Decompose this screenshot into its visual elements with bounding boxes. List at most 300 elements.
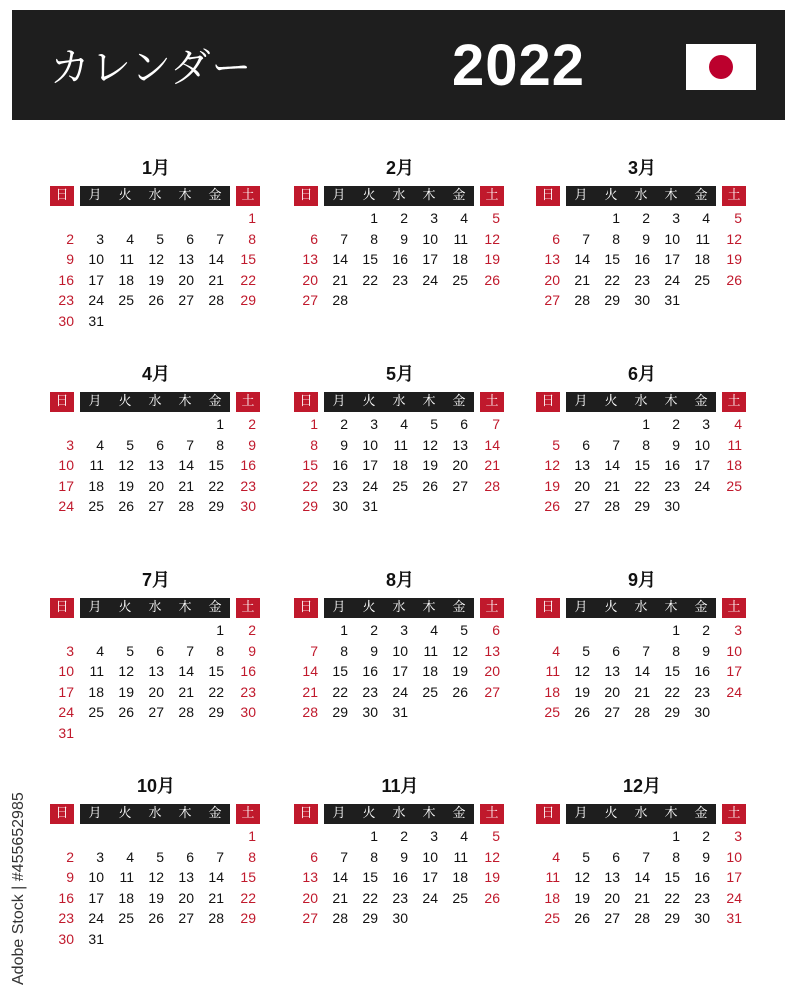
day-cell: 12 bbox=[148, 251, 164, 268]
weekday-label: 水 bbox=[626, 186, 656, 206]
day-cell: 14 bbox=[634, 663, 650, 680]
weekday-label: 月 bbox=[566, 804, 596, 824]
day-cell: 26 bbox=[484, 271, 500, 288]
day-cell: 4 bbox=[702, 210, 710, 226]
day-cell: 21 bbox=[208, 889, 224, 906]
weekday-label: 月 bbox=[80, 392, 110, 412]
day-cell: 12 bbox=[484, 230, 500, 247]
day-cell: 5 bbox=[552, 436, 560, 453]
day-cell: 18 bbox=[88, 477, 104, 494]
day-grid bbox=[294, 620, 506, 723]
day-cell: 21 bbox=[634, 889, 650, 906]
day-cell: 29 bbox=[634, 498, 650, 515]
month-block bbox=[536, 360, 748, 517]
day-cell: 27 bbox=[302, 910, 318, 927]
day-cell: 17 bbox=[88, 271, 104, 288]
day-cell: 1 bbox=[672, 622, 680, 638]
month-block bbox=[294, 360, 506, 517]
day-cell: 2 bbox=[702, 622, 710, 638]
day-cell: 7 bbox=[612, 436, 620, 453]
empty-cell bbox=[164, 620, 194, 641]
day-cell: 27 bbox=[148, 498, 164, 515]
day-cell: 11 bbox=[545, 869, 560, 886]
weekday-label: 木 bbox=[656, 598, 686, 618]
day-cell: 2 bbox=[248, 416, 256, 432]
day-cell: 10 bbox=[88, 251, 104, 268]
month-title: 10月 bbox=[136, 776, 176, 796]
day-cell: 12 bbox=[148, 869, 164, 886]
day-cell: 7 bbox=[310, 642, 318, 659]
weekday-label: 金 bbox=[444, 392, 474, 412]
weekday-label: 土 bbox=[722, 186, 746, 206]
empty-cell bbox=[74, 208, 104, 229]
day-cell: 14 bbox=[208, 869, 224, 886]
day-cell: 31 bbox=[664, 292, 680, 309]
day-grid bbox=[536, 414, 748, 517]
day-cell: 12 bbox=[726, 230, 742, 247]
day-cell: 8 bbox=[370, 230, 378, 247]
day-cell: 19 bbox=[118, 477, 134, 494]
weekday-label: 日 bbox=[50, 804, 74, 824]
day-cell: 2 bbox=[370, 622, 378, 638]
day-cell: 1 bbox=[340, 622, 348, 638]
day-cell: 17 bbox=[58, 477, 74, 494]
day-cell: 1 bbox=[370, 828, 378, 844]
day-cell: 4 bbox=[734, 416, 742, 432]
day-cell: 20 bbox=[544, 271, 560, 288]
day-cell: 14 bbox=[302, 663, 318, 680]
day-cell: 24 bbox=[664, 271, 680, 288]
day-cell: 20 bbox=[452, 457, 468, 474]
day-cell: 31 bbox=[362, 498, 378, 515]
day-cell: 28 bbox=[208, 910, 224, 927]
day-cell: 27 bbox=[574, 498, 590, 515]
day-cell: 2 bbox=[400, 210, 408, 226]
day-cell: 6 bbox=[310, 848, 318, 865]
day-cell: 30 bbox=[240, 498, 256, 515]
day-cell: 5 bbox=[126, 642, 134, 659]
day-cell: 26 bbox=[544, 498, 560, 515]
month-title: 9月 bbox=[627, 570, 656, 590]
day-cell: 7 bbox=[642, 848, 650, 865]
day-cell: 14 bbox=[604, 457, 620, 474]
day-grid bbox=[294, 208, 506, 311]
day-cell: 6 bbox=[492, 622, 500, 638]
day-cell: 14 bbox=[574, 251, 590, 268]
day-cell: 6 bbox=[612, 642, 620, 659]
day-cell: 15 bbox=[634, 457, 650, 474]
weekday-label: 月 bbox=[324, 598, 354, 618]
day-cell: 13 bbox=[148, 663, 164, 680]
day-cell: 14 bbox=[484, 436, 500, 453]
day-cell: 8 bbox=[340, 642, 348, 659]
empty-cell bbox=[104, 208, 134, 229]
empty-cell bbox=[164, 208, 194, 229]
day-cell: 3 bbox=[370, 416, 378, 432]
day-cell: 26 bbox=[118, 704, 134, 721]
day-cell: 29 bbox=[604, 292, 620, 309]
day-cell: 3 bbox=[734, 622, 742, 638]
day-cell: 7 bbox=[186, 642, 194, 659]
weekday-label: 日 bbox=[50, 392, 74, 412]
day-cell: 11 bbox=[695, 230, 710, 247]
day-cell: 14 bbox=[178, 663, 194, 680]
day-cell: 14 bbox=[634, 869, 650, 886]
day-cell: 10 bbox=[694, 436, 710, 453]
day-cell: 22 bbox=[362, 271, 378, 288]
empty-cell bbox=[294, 620, 318, 641]
day-cell: 20 bbox=[178, 271, 194, 288]
day-cell: 8 bbox=[612, 230, 620, 247]
weekday-label: 月 bbox=[80, 804, 110, 824]
weekday-label: 土 bbox=[236, 186, 260, 206]
day-cell: 25 bbox=[422, 683, 438, 700]
day-cell: 14 bbox=[178, 457, 194, 474]
day-cell: 24 bbox=[392, 683, 408, 700]
day-cell: 25 bbox=[118, 292, 134, 309]
day-cell: 30 bbox=[58, 312, 74, 329]
day-cell: 25 bbox=[88, 704, 104, 721]
weekday-label: 金 bbox=[200, 186, 230, 206]
empty-cell bbox=[318, 208, 348, 229]
weekday-label: 金 bbox=[686, 598, 716, 618]
day-cell: 13 bbox=[604, 663, 620, 680]
weekday-label: 土 bbox=[236, 392, 260, 412]
weekday-label: 土 bbox=[480, 598, 504, 618]
day-cell: 4 bbox=[126, 230, 134, 247]
weekday-label: 火 bbox=[596, 598, 626, 618]
day-cell: 27 bbox=[544, 292, 560, 309]
day-cell: 3 bbox=[66, 436, 74, 453]
day-cell: 22 bbox=[332, 683, 348, 700]
weekday-label: 木 bbox=[656, 392, 686, 412]
day-cell: 27 bbox=[604, 704, 620, 721]
day-cell: 24 bbox=[726, 683, 742, 700]
day-cell: 31 bbox=[88, 930, 104, 947]
day-cell: 18 bbox=[118, 889, 134, 906]
day-cell: 3 bbox=[430, 210, 438, 226]
day-cell: 21 bbox=[332, 271, 348, 288]
day-cell: 22 bbox=[634, 477, 650, 494]
day-cell: 9 bbox=[248, 642, 256, 659]
day-cell: 18 bbox=[392, 457, 408, 474]
day-cell: 19 bbox=[484, 869, 500, 886]
weekday-label: 土 bbox=[722, 598, 746, 618]
weekday-label: 日 bbox=[294, 598, 318, 618]
day-cell: 2 bbox=[400, 828, 408, 844]
day-cell: 5 bbox=[126, 436, 134, 453]
day-cell: 4 bbox=[126, 848, 134, 865]
day-cell: 15 bbox=[604, 251, 620, 268]
weekday-label: 土 bbox=[480, 392, 504, 412]
day-cell: 26 bbox=[574, 910, 590, 927]
day-cell: 13 bbox=[574, 457, 590, 474]
day-cell: 12 bbox=[118, 663, 134, 680]
day-cell: 25 bbox=[544, 910, 560, 927]
empty-cell bbox=[164, 414, 194, 435]
day-cell: 2 bbox=[672, 416, 680, 432]
empty-cell bbox=[590, 826, 620, 847]
day-cell: 28 bbox=[332, 292, 348, 309]
day-cell: 28 bbox=[178, 498, 194, 515]
day-cell: 2 bbox=[702, 828, 710, 844]
day-cell: 11 bbox=[453, 848, 468, 865]
day-cell: 18 bbox=[118, 271, 134, 288]
day-cell: 6 bbox=[156, 436, 164, 453]
day-cell: 17 bbox=[664, 251, 680, 268]
day-cell: 5 bbox=[734, 210, 742, 226]
day-cell: 7 bbox=[340, 230, 348, 247]
weekday-header bbox=[294, 186, 506, 206]
day-cell: 31 bbox=[392, 704, 408, 721]
day-grid bbox=[294, 826, 506, 929]
month-block bbox=[50, 360, 262, 517]
day-cell: 15 bbox=[664, 663, 680, 680]
day-cell: 6 bbox=[186, 848, 194, 865]
day-cell: 20 bbox=[574, 477, 590, 494]
weekday-label: 月 bbox=[324, 392, 354, 412]
weekday-label: 月 bbox=[324, 186, 354, 206]
weekday-label: 月 bbox=[80, 598, 110, 618]
day-cell: 20 bbox=[178, 889, 194, 906]
day-cell: 8 bbox=[216, 436, 224, 453]
day-cell: 30 bbox=[634, 292, 650, 309]
day-cell: 13 bbox=[302, 869, 318, 886]
day-cell: 13 bbox=[302, 251, 318, 268]
day-cell: 17 bbox=[694, 457, 710, 474]
weekday-label: 木 bbox=[170, 598, 200, 618]
day-cell: 11 bbox=[89, 663, 104, 680]
day-cell: 7 bbox=[216, 230, 224, 247]
day-cell: 28 bbox=[484, 477, 500, 494]
empty-cell bbox=[74, 620, 104, 641]
day-cell: 28 bbox=[634, 704, 650, 721]
day-cell: 18 bbox=[544, 889, 560, 906]
day-cell: 1 bbox=[216, 622, 224, 638]
day-cell: 2 bbox=[340, 416, 348, 432]
empty-cell bbox=[294, 208, 318, 229]
day-cell: 10 bbox=[58, 457, 74, 474]
day-cell: 23 bbox=[58, 292, 74, 309]
day-cell: 31 bbox=[88, 312, 104, 329]
day-cell: 23 bbox=[392, 271, 408, 288]
day-cell: 22 bbox=[664, 889, 680, 906]
day-cell: 4 bbox=[460, 828, 468, 844]
weekday-label: 木 bbox=[414, 392, 444, 412]
flag-sun-disc bbox=[709, 55, 733, 79]
day-cell: 23 bbox=[392, 889, 408, 906]
day-cell: 27 bbox=[484, 683, 500, 700]
day-cell: 9 bbox=[370, 642, 378, 659]
day-cell: 18 bbox=[88, 683, 104, 700]
empty-cell bbox=[50, 620, 74, 641]
day-cell: 25 bbox=[452, 271, 468, 288]
day-grid bbox=[536, 826, 748, 929]
weekday-label: 水 bbox=[384, 598, 414, 618]
day-cell: 25 bbox=[118, 910, 134, 927]
day-cell: 12 bbox=[544, 457, 560, 474]
day-cell: 9 bbox=[400, 230, 408, 247]
weekday-label: 木 bbox=[656, 186, 686, 206]
day-cell: 16 bbox=[694, 869, 710, 886]
day-cell: 8 bbox=[248, 230, 256, 247]
day-cell: 29 bbox=[664, 910, 680, 927]
day-cell: 25 bbox=[392, 477, 408, 494]
day-cell: 29 bbox=[332, 704, 348, 721]
weekday-label: 月 bbox=[324, 804, 354, 824]
day-cell: 7 bbox=[186, 436, 194, 453]
day-cell: 8 bbox=[370, 848, 378, 865]
day-cell: 26 bbox=[484, 889, 500, 906]
day-cell: 24 bbox=[58, 704, 74, 721]
day-cell: 27 bbox=[178, 910, 194, 927]
weekday-label: 土 bbox=[722, 804, 746, 824]
day-grid bbox=[294, 414, 506, 517]
day-cell: 9 bbox=[672, 436, 680, 453]
day-cell: 27 bbox=[178, 292, 194, 309]
day-cell: 9 bbox=[702, 642, 710, 659]
day-cell: 22 bbox=[362, 889, 378, 906]
empty-cell bbox=[134, 208, 164, 229]
weekday-label: 月 bbox=[566, 598, 596, 618]
day-cell: 21 bbox=[302, 683, 318, 700]
weekday-label: 月 bbox=[566, 186, 596, 206]
day-cell: 16 bbox=[634, 251, 650, 268]
weekday-label: 金 bbox=[200, 392, 230, 412]
empty-cell bbox=[560, 620, 590, 641]
day-cell: 14 bbox=[332, 869, 348, 886]
day-cell: 24 bbox=[726, 889, 742, 906]
day-cell: 2 bbox=[642, 210, 650, 226]
day-cell: 28 bbox=[332, 910, 348, 927]
day-cell: 21 bbox=[178, 683, 194, 700]
weekday-label: 土 bbox=[480, 804, 504, 824]
day-cell: 6 bbox=[460, 416, 468, 432]
day-cell: 21 bbox=[332, 889, 348, 906]
day-cell: 18 bbox=[452, 251, 468, 268]
empty-cell bbox=[104, 414, 134, 435]
weekday-label: 木 bbox=[170, 186, 200, 206]
weekday-label: 金 bbox=[200, 804, 230, 824]
weekday-label: 火 bbox=[354, 392, 384, 412]
day-cell: 11 bbox=[423, 642, 438, 659]
day-cell: 10 bbox=[726, 848, 742, 865]
weekday-label: 火 bbox=[596, 186, 626, 206]
day-cell: 29 bbox=[362, 910, 378, 927]
empty-cell bbox=[50, 826, 74, 847]
day-cell: 5 bbox=[582, 642, 590, 659]
weekday-label: 水 bbox=[140, 598, 170, 618]
calendar-header bbox=[12, 10, 785, 120]
day-cell: 20 bbox=[302, 271, 318, 288]
weekday-label: 月 bbox=[566, 392, 596, 412]
day-cell: 13 bbox=[148, 457, 164, 474]
day-cell: 15 bbox=[664, 869, 680, 886]
day-cell: 4 bbox=[96, 436, 104, 453]
weekday-header bbox=[50, 804, 262, 824]
weekday-label: 日 bbox=[536, 598, 560, 618]
weekday-label: 火 bbox=[110, 392, 140, 412]
day-cell: 3 bbox=[702, 416, 710, 432]
day-cell: 20 bbox=[604, 683, 620, 700]
day-cell: 5 bbox=[460, 622, 468, 638]
day-cell: 15 bbox=[240, 869, 256, 886]
weekday-header bbox=[294, 804, 506, 824]
day-cell: 13 bbox=[544, 251, 560, 268]
day-cell: 31 bbox=[58, 724, 74, 741]
day-cell: 17 bbox=[726, 663, 742, 680]
empty-cell bbox=[194, 208, 224, 229]
day-cell: 30 bbox=[694, 704, 710, 721]
weekday-label: 火 bbox=[354, 598, 384, 618]
day-cell: 6 bbox=[552, 230, 560, 247]
day-cell: 21 bbox=[604, 477, 620, 494]
day-cell: 26 bbox=[148, 292, 164, 309]
day-cell: 20 bbox=[148, 683, 164, 700]
empty-cell bbox=[104, 826, 134, 847]
day-cell: 24 bbox=[694, 477, 710, 494]
weekday-label: 日 bbox=[536, 392, 560, 412]
day-cell: 17 bbox=[362, 457, 378, 474]
day-cell: 22 bbox=[604, 271, 620, 288]
day-cell: 29 bbox=[240, 292, 256, 309]
weekday-header bbox=[294, 598, 506, 618]
japan-flag-icon bbox=[686, 44, 756, 90]
day-cell: 1 bbox=[248, 210, 256, 226]
weekday-label: 木 bbox=[414, 186, 444, 206]
weekday-label: 水 bbox=[140, 186, 170, 206]
empty-cell bbox=[164, 826, 194, 847]
month-block bbox=[536, 154, 748, 311]
day-cell: 29 bbox=[208, 704, 224, 721]
day-cell: 13 bbox=[484, 642, 500, 659]
empty-cell bbox=[620, 826, 650, 847]
month-block bbox=[50, 154, 262, 332]
day-cell: 17 bbox=[88, 889, 104, 906]
day-cell: 8 bbox=[216, 642, 224, 659]
weekday-label: 火 bbox=[354, 186, 384, 206]
day-cell: 21 bbox=[178, 477, 194, 494]
day-cell: 10 bbox=[422, 848, 438, 865]
day-cell: 19 bbox=[148, 271, 164, 288]
weekday-label: 日 bbox=[536, 186, 560, 206]
day-cell: 24 bbox=[88, 910, 104, 927]
weekday-header bbox=[50, 392, 262, 412]
day-cell: 12 bbox=[484, 848, 500, 865]
day-cell: 4 bbox=[552, 848, 560, 865]
day-cell: 16 bbox=[240, 457, 256, 474]
day-cell: 23 bbox=[694, 683, 710, 700]
day-cell: 5 bbox=[492, 828, 500, 844]
day-cell: 15 bbox=[362, 869, 378, 886]
day-cell: 29 bbox=[240, 910, 256, 927]
day-cell: 28 bbox=[302, 704, 318, 721]
day-cell: 10 bbox=[726, 642, 742, 659]
month-block bbox=[294, 154, 506, 311]
day-cell: 9 bbox=[66, 869, 74, 886]
day-cell: 5 bbox=[492, 210, 500, 226]
weekday-label: 火 bbox=[110, 598, 140, 618]
month-block bbox=[536, 566, 748, 723]
day-cell: 3 bbox=[66, 642, 74, 659]
weekday-label: 水 bbox=[626, 598, 656, 618]
day-cell: 16 bbox=[58, 889, 74, 906]
day-cell: 9 bbox=[642, 230, 650, 247]
day-cell: 23 bbox=[240, 683, 256, 700]
calendar-title: カレンダー bbox=[50, 45, 253, 91]
day-cell: 28 bbox=[574, 292, 590, 309]
empty-cell bbox=[560, 826, 590, 847]
